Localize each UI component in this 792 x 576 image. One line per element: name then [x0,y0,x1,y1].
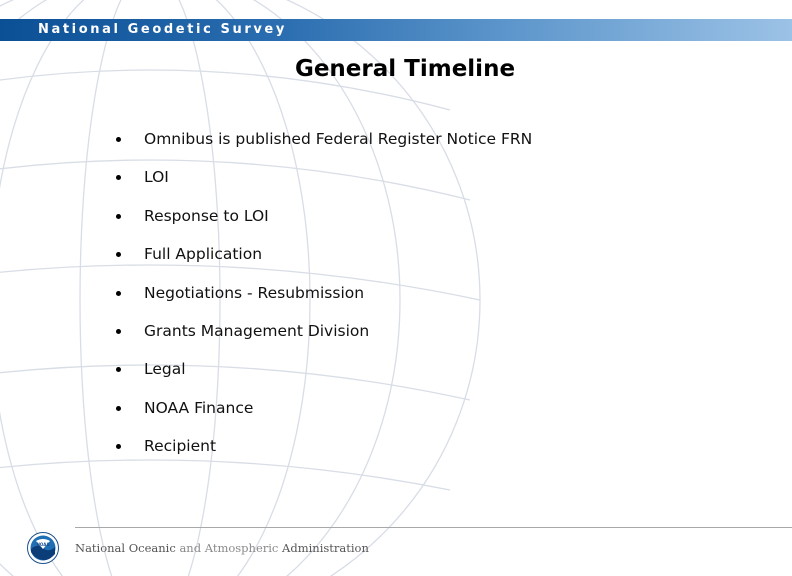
footer-divider [75,527,792,528]
bullet-text: Recipient [144,437,217,456]
noaa-logo-label: NOAA [36,542,50,547]
bullet-icon [116,329,121,334]
bullet-text: Grants Management Division [144,321,370,340]
bullet-text: Legal [144,360,186,379]
bullet-text: NOAA Finance [144,398,254,417]
bullet-icon [116,291,121,296]
organization-name: National Geodetic Survey [38,22,287,37]
agency-name-part-3: Administration [282,541,369,555]
bullet-icon [116,137,121,142]
agency-name-part-2: and Atmospheric [175,541,283,555]
bullet-text: Omnibus is published Federal Register Notice FRN [144,130,533,148]
bullet-text: Negotiations - Resubmission [144,283,365,302]
agency-name [75,541,369,555]
bullet-icon [116,406,121,411]
agency-name-part-1: National Oceanic [75,541,176,555]
noaa-logo-icon [27,532,59,564]
slide-title: General Timeline [294,56,516,82]
bullet-text: Full Application [144,245,263,264]
bullet-icon [116,214,121,219]
bullet-text: Response to LOI [144,206,269,225]
bullet-text: LOI [144,168,169,187]
